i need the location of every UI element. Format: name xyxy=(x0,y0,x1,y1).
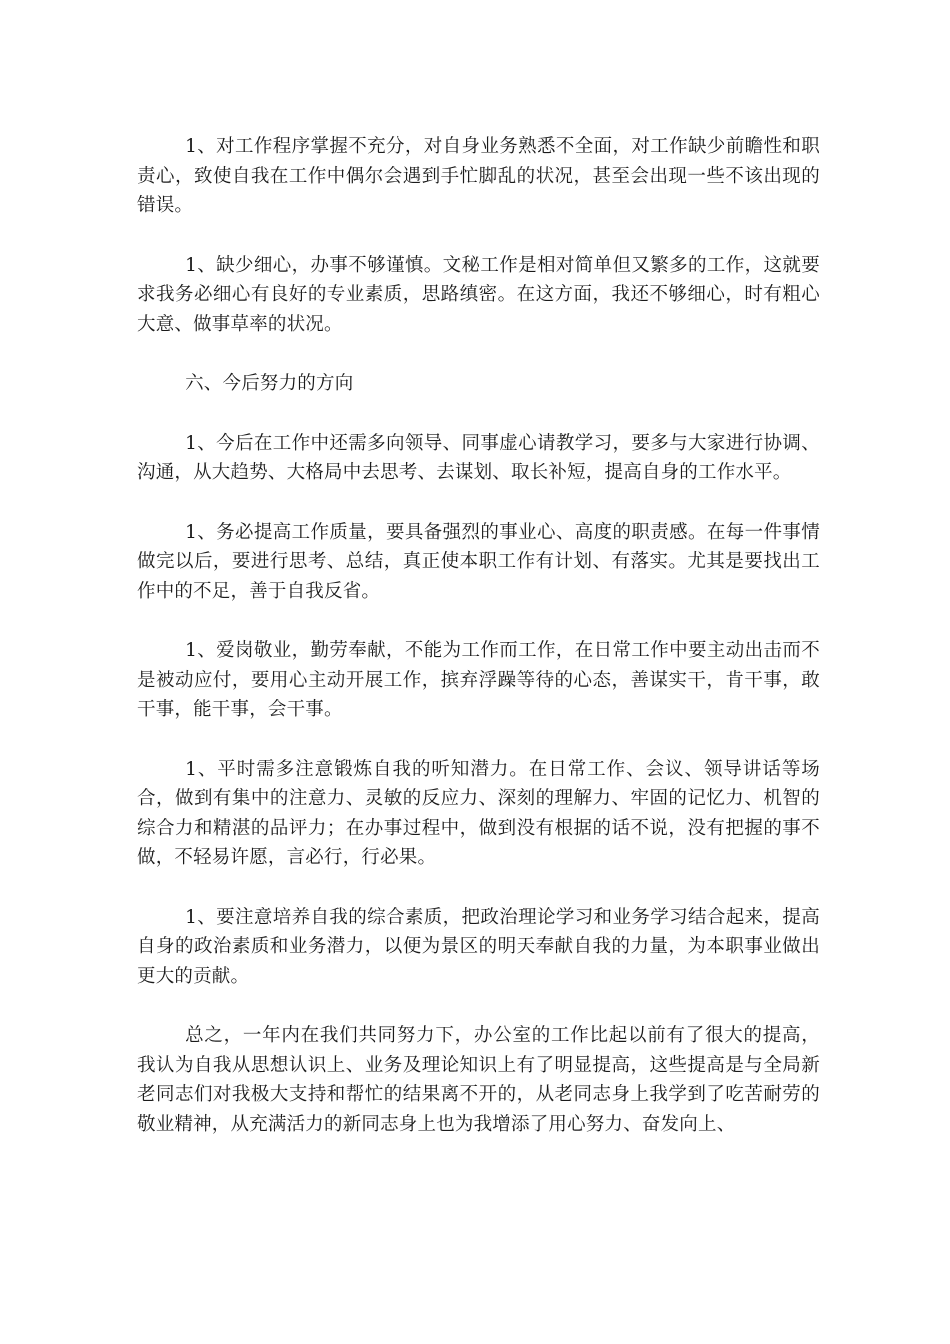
paragraph-overall-quality: 1、要注意培养自我的综合素质，把政治理论学习和业务学习结合起来，提高自身的政治素质和业务潜力，以便为景区的明天奉献自我的力量，为本职事业做出更大的贡献。 xyxy=(137,906,820,987)
paragraph-conclusion: 总之，一年内在我们共同努力下，办公室的工作比起以前有了很大的提高，我认为自我从思想认识上、业务及理论知识上有了明显提高，这些提高是与全局新老同志们对我极大支持和帮忙的结果离不开的，从老同志身上我学到了吃苦耐劳的敬业精神，从充满活力的新同志身上也为我增添了用心努力、奋发向上、 xyxy=(137,1025,820,1135)
document-body xyxy=(137,132,820,1169)
paragraph-listening-skills: 1、平时需多注意锻炼自我的听知潜力。在日常工作、会议、领导讲话等场合，做到有集中的注意力、灵敏的反应力、深刻的理解力、牢固的记忆力、机智的综合力和精湛的品评力；在办事过程中，做到没有根据的话不说，没有把握的事不做，不轻易许愿，言必行，行必果。 xyxy=(137,758,820,868)
paragraph-learn-from-others: 1、今后在工作中还需多向领导、同事虚心请教学习，要多与大家进行协调、沟通，从大趋势、大格局中去思考、去谋划、取长补短，提高自身的工作水平。 xyxy=(137,432,820,483)
paragraph-improve-quality: 1、务必提高工作质量，要具备强烈的事业心、高度的职责感。在每一件事情做完以后，要进行思考、总结，真正使本职工作有计划、有落实。尤其是要找出工作中的不足，善于自我反省。 xyxy=(137,521,820,602)
paragraph-shortcoming-procedure: 1、对工作程序掌握不充分，对自身业务熟悉不全面，对工作缺少前瞻性和职责心，致使自我在工作中偶尔会遇到手忙脚乱的状况，甚至会出现一些不该出现的错误。 xyxy=(137,136,820,216)
paragraph-shortcoming-carefulness: 1、缺少细心，办事不够谨慎。文秘工作是相对简单但又繁多的工作，这就要求我务必细心有良好的专业素质，思路缜密。在这方面，我还不够细心，时有粗心大意、做事草率的状况。 xyxy=(137,254,820,335)
section-heading-future-direction: 六、今后努力的方向 xyxy=(185,373,354,394)
paragraph-dedication: 1、爱岗敬业，勤劳奉献，不能为工作而工作，在日常工作中要主动出击而不是被动应付，要用心主动开展工作，摈弃浮躁等待的心态，善谋实干，肯干事，敢干事，能干事，会干事。 xyxy=(137,640,820,720)
